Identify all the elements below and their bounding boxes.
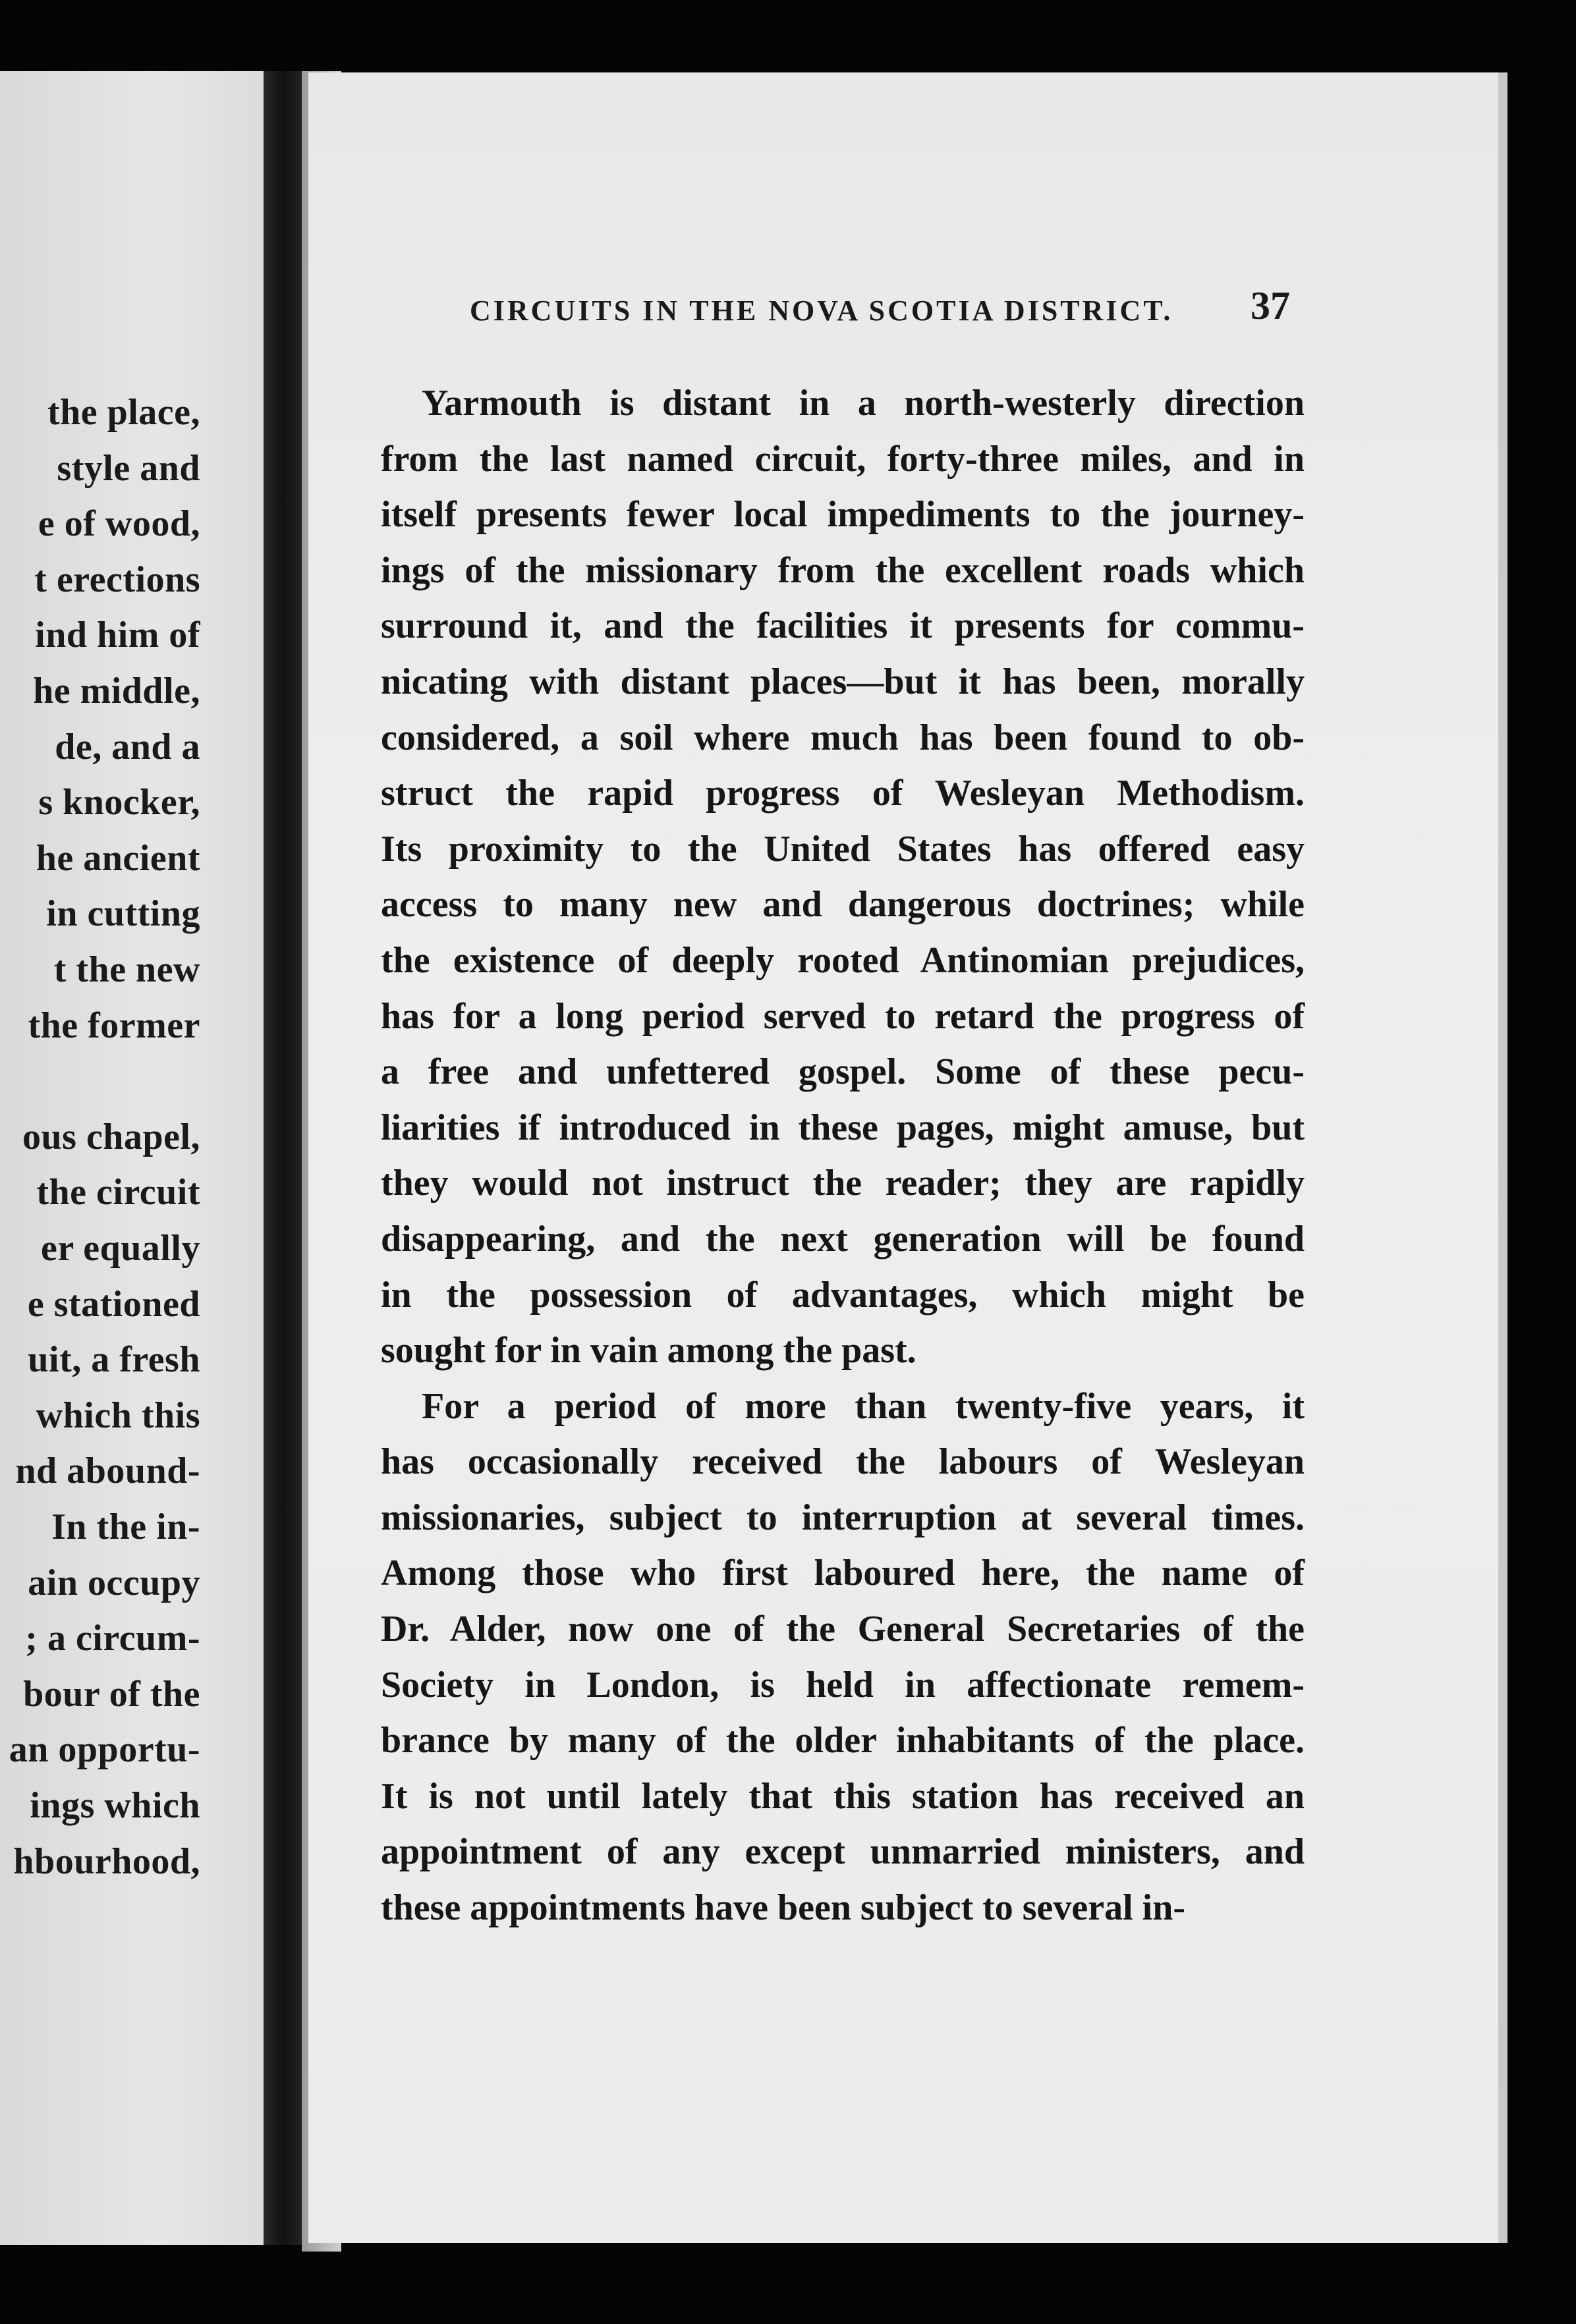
- text-line: these appointments have been subject to several in-: [381, 1887, 1186, 1929]
- running-head-title: CIRCUITS IN THE NOVA SCOTIA DISTRICT.: [470, 294, 1173, 327]
- left-page-line: bour of the: [23, 1673, 200, 1715]
- left-page-line: de, and a: [55, 726, 200, 767]
- text-line: liarities if introduced in these pages, might amuse, but: [381, 1107, 1305, 1148]
- left-page-line: the former: [28, 1005, 200, 1046]
- left-page-line: he middle,: [33, 671, 200, 711]
- book-gutter: [264, 71, 302, 2245]
- left-page-line: nd abound-: [15, 1451, 200, 1492]
- left-page-line: which this: [36, 1395, 200, 1436]
- text-line: Society in London, is held in affectionate remem-: [381, 1664, 1305, 1705]
- text-line: sought for in vain among the past.: [381, 1330, 916, 1371]
- left-page-line: in cutting: [46, 893, 200, 935]
- running-head: [157, 217, 1303, 327]
- left-facing-page: [0, 71, 264, 2245]
- text-line: Dr. Alder, now one of the General Secretaries of the: [381, 1609, 1305, 1650]
- left-page-line: er equally: [41, 1228, 200, 1269]
- left-page-line: he ancient: [36, 837, 200, 879]
- text-line: surround it, and the facilities it presents for commu-: [381, 605, 1305, 647]
- text-line: missionaries, subject to interruption at several times.: [381, 1497, 1305, 1538]
- left-page-line: s knocker,: [38, 782, 200, 823]
- text-line: nicating with distant places—but it has been, morally: [381, 661, 1305, 702]
- text-line: has occasionally received the labours of Wesleyan: [381, 1441, 1305, 1483]
- text-line: brance by many of the older inhabitants of the place.: [381, 1720, 1305, 1761]
- page-number: 37: [1251, 284, 1290, 327]
- text-line: struct the rapid progress of Wesleyan Methodism.: [381, 773, 1305, 814]
- left-page-line: ous chapel,: [22, 1116, 200, 1157]
- left-page-line: ind him of: [35, 615, 200, 656]
- left-page-line: the place,: [47, 392, 200, 433]
- left-page-line: hbourhood,: [13, 1840, 200, 1882]
- left-page-line: an opportu-: [9, 1729, 200, 1771]
- paragraph: [381, 1379, 1305, 1936]
- left-page-line: ; a circum-: [25, 1618, 200, 1659]
- text-line: Among those who first laboured here, the name of: [381, 1553, 1305, 1594]
- text-line: in the possession of advantages, which might be: [381, 1274, 1305, 1315]
- text-line: For a period of more than twenty-five years, it: [422, 1385, 1305, 1427]
- text-line: considered, a soil where much has been found to ob-: [381, 717, 1305, 758]
- text-line: It is not until lately that this station has received an: [381, 1775, 1305, 1817]
- left-page-line: the circuit: [36, 1172, 200, 1213]
- text-line: itself presents fewer local impediments to the journey-: [381, 494, 1305, 536]
- left-page-line: ings which: [30, 1785, 200, 1826]
- text-line: ings of the missionary from the excellent roads which: [381, 549, 1305, 591]
- text-line: a free and unfettered gospel. Some of these pecu-: [381, 1051, 1305, 1093]
- left-page-line: t the new: [53, 949, 200, 990]
- text-line: the existence of deeply rooted Antinomian prejudices,: [381, 939, 1305, 981]
- left-page-line: style and: [57, 447, 200, 489]
- body-text: [381, 375, 1305, 1936]
- text-line: they would not instruct the reader; they are rapidly: [381, 1163, 1305, 1204]
- text-line: appointment of any except unmarried ministers, and: [381, 1831, 1305, 1873]
- text-line: access to many new and dangerous doctrines; while: [381, 884, 1305, 926]
- paragraph: [381, 375, 1305, 1379]
- text-line: from the last named circuit, forty-three miles, and in: [381, 438, 1305, 480]
- left-page-line: e stationed: [27, 1283, 200, 1325]
- text-line: disappearing, and the next generation will be found: [381, 1218, 1305, 1259]
- left-page-line: t erections: [34, 559, 200, 600]
- left-page-line: uit, a fresh: [28, 1339, 200, 1381]
- left-page-line: In the in-: [51, 1507, 200, 1547]
- left-page-line: e of wood,: [38, 503, 200, 545]
- text-line: has for a long period served to retard the progress of: [381, 995, 1305, 1037]
- left-page-line: ain occupy: [28, 1562, 200, 1603]
- text-line: Its proximity to the United States has offered easy: [381, 828, 1305, 870]
- text-line: Yarmouth is distant in a north-westerly direction: [422, 383, 1305, 424]
